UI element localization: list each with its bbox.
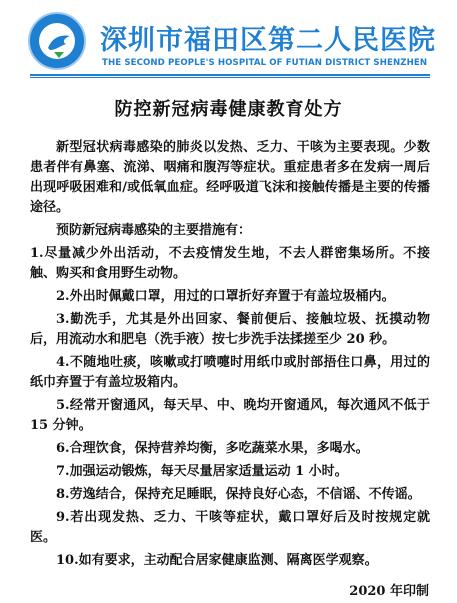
document-body bbox=[30, 138, 430, 574]
measure-item: 9.若出现发热、乏力、干咳等症状，戴口罩好后及时按规定就医。 bbox=[30, 510, 430, 545]
measure-item: 10.如有要求，主动配合居家健康监测、隔离医学观察。 bbox=[56, 553, 378, 568]
intro-paragraph: 新型冠状病毒感染的肺炎以发热、乏力、干咳为主要表现。少数患者伴有鼻塞、流涕、咽痛和腹泻等症状。重症患者多在发病一周后出现呼吸困难和/或低氧血症。经呼吸道飞沫和接触传播是主要的传播途径。 bbox=[30, 140, 430, 215]
hospital-name-en: THE SECOND PEOPLE'S HOSPITAL OF FUTIAN DISTRICT SHENZHEN bbox=[102, 58, 428, 68]
measure-item: 5.经常开窗通风，每天早、中、晚均开窗通风，每次通风不低于 15 分钟。 bbox=[30, 398, 430, 433]
print-year: 2020 年印制 bbox=[349, 584, 429, 599]
dove-icon bbox=[30, 14, 88, 72]
document-title: 防控新冠病毒健康教育处方 bbox=[114, 99, 343, 120]
letterhead bbox=[0, 0, 457, 80]
measures-heading: 预防新冠病毒感染的主要措施有： bbox=[56, 223, 252, 238]
measure-item: 1.尽量减少外出活动，不去疫情发生地，不去人群密集场所。不接触、购买和食用野生动物。 bbox=[30, 246, 430, 281]
header-divider bbox=[30, 74, 430, 76]
measure-item: 4.不随地吐痰，咳嗽或打喷嚏时用纸巾或肘部捂住口鼻，用过的纸巾弃置于有盖垃圾箱内。 bbox=[30, 355, 430, 390]
header-divider-thin bbox=[30, 77, 430, 78]
measure-item: 8.劳逸结合，保持充足睡眠，保持良好心态，不信谣、不传谣。 bbox=[56, 487, 421, 502]
measure-item: 3.勤洗手，尤其是外出回家、餐前便后、接触垃圾、抚摸动物后，用流动水和肥皂（洗手液）按七步洗手法揉搓至少 20 秒。 bbox=[30, 312, 430, 347]
measure-item: 6.合理饮食，保持营养均衡，多吃蔬菜水果，多喝水。 bbox=[56, 441, 369, 456]
measure-item: 2.外出时佩戴口罩，用过的口罩折好弃置于有盖垃圾桶内。 bbox=[56, 289, 395, 304]
measure-item: 7.加强运动锻炼，每天尽量居家适量运动 1 小时。 bbox=[56, 464, 348, 479]
hospital-logo bbox=[28, 12, 86, 70]
hospital-name-cn: 深圳市福田区第二人民医院 bbox=[100, 25, 436, 56]
